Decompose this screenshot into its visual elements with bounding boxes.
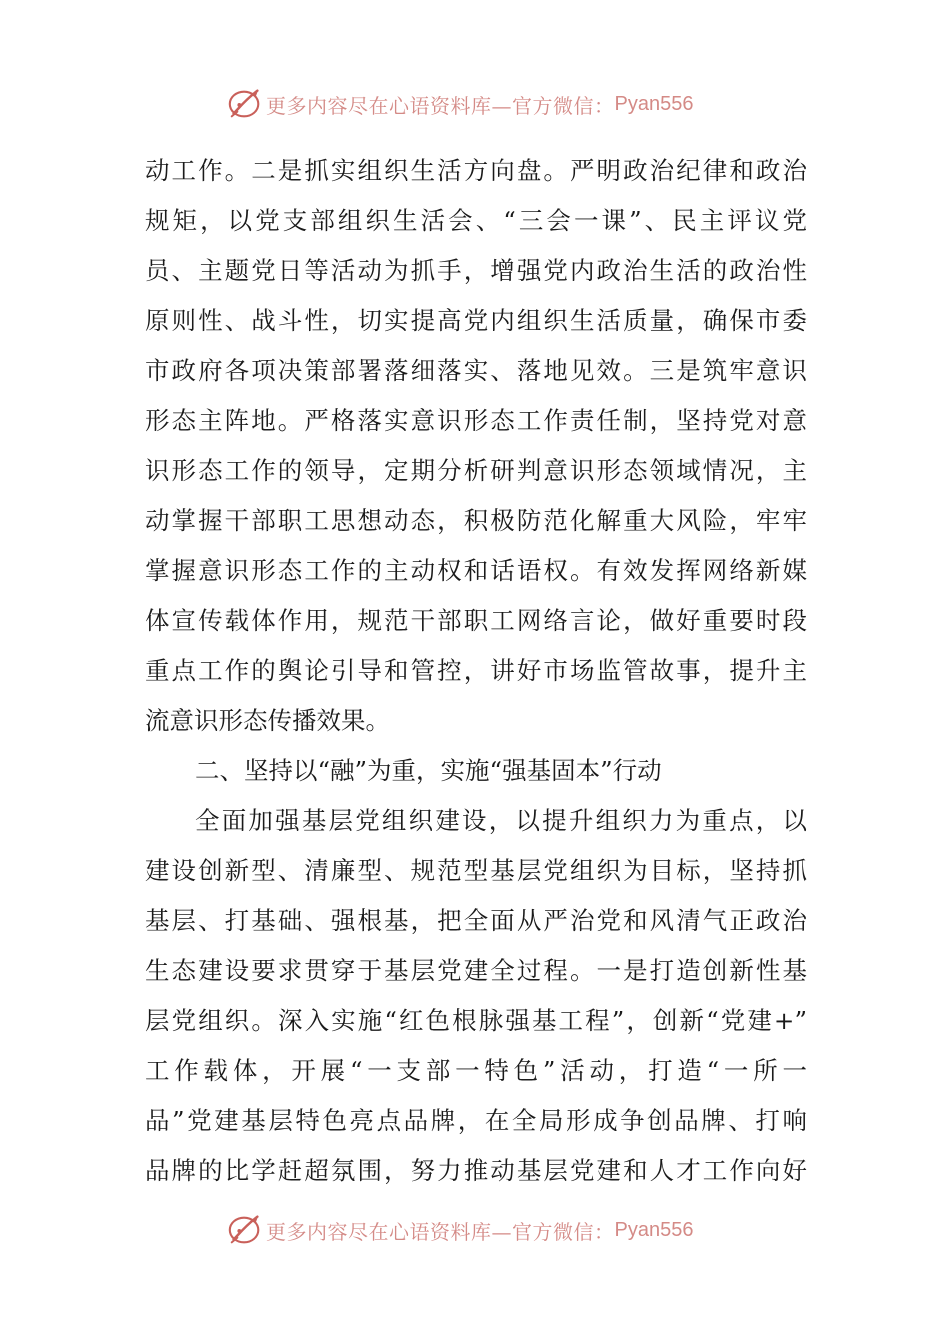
document-body [145,146,807,1196]
header-watermark [226,82,746,126]
text-line: 建设创新型、清廉型、规范型基层党组织为目标，坚持抓 [145,856,807,885]
pen-logo-icon [226,1211,264,1249]
watermark-text: 更多内容尽在心语资料库—官方微信： [266,93,615,118]
text-line: 生态建设要求贯穿于基层党建全过程。一是打造创新性基 [145,956,807,985]
watermark-wechat-id: Pyan556 [614,92,694,115]
text-line: 层党组织。深入实施“红色根脉强基工程”，创新“党建+” [145,1006,807,1035]
watermark-text: 更多内容尽在心语资料库—官方微信： [266,1219,615,1244]
text-line: 掌握意识形态工作的主动权和话语权。有效发挥网络新媒 [145,556,807,585]
text-line: 形态主阵地。严格落实意识形态工作责任制，坚持党对意 [145,406,807,435]
text-line: 员、主题党日等活动为抓手，增强党内政治生活的政治性 [145,256,807,285]
text-line: 重点工作的舆论引导和管控，讲好市场监管故事，提升主 [145,656,807,685]
pen-logo-icon [226,85,264,123]
text-line: 原则性、战斗性，切实提高党内组织生活质量，确保市委 [145,306,807,335]
text-line: 规矩，以党支部组织生活会、“三会一课”、民主评议党 [145,206,807,235]
text-line: 品牌的比学赶超氛围，努力推动基层党建和人才工作向好 [145,1156,807,1185]
text-line: 动掌握干部职工思想动态，积极防范化解重大风险，牢牢 [145,506,807,535]
text-line: 市政府各项决策部署落细落实、落地见效。三是筑牢意识 [145,356,807,385]
footer-watermark [226,1208,746,1252]
section-heading: 二、坚持以“融”为重，实施“强基固本”行动 [195,756,662,785]
watermark-wechat-id: Pyan556 [614,1218,694,1241]
text-line: 基层、打基础、强根基，把全面从严治党和风清气正政治 [145,906,807,935]
text-line: 全面加强基层党组织建设，以提升组织力为重点，以 [195,806,807,835]
text-line: 工作载体，开展“一支部一特色”活动，打造“一所一 [145,1056,807,1085]
text-line: 体宣传载体作用，规范干部职工网络言论，做好重要时段 [145,606,807,635]
text-line: 品”党建基层特色亮点品牌，在全局形成争创品牌、打响 [145,1106,807,1135]
text-line: 流意识形态传播效果。 [145,706,390,735]
text-line: 动工作。二是抓实组织生活方向盘。严明政治纪律和政治 [145,156,807,185]
text-line: 识形态工作的领导，定期分析研判意识形态领域情况，主 [145,456,807,485]
